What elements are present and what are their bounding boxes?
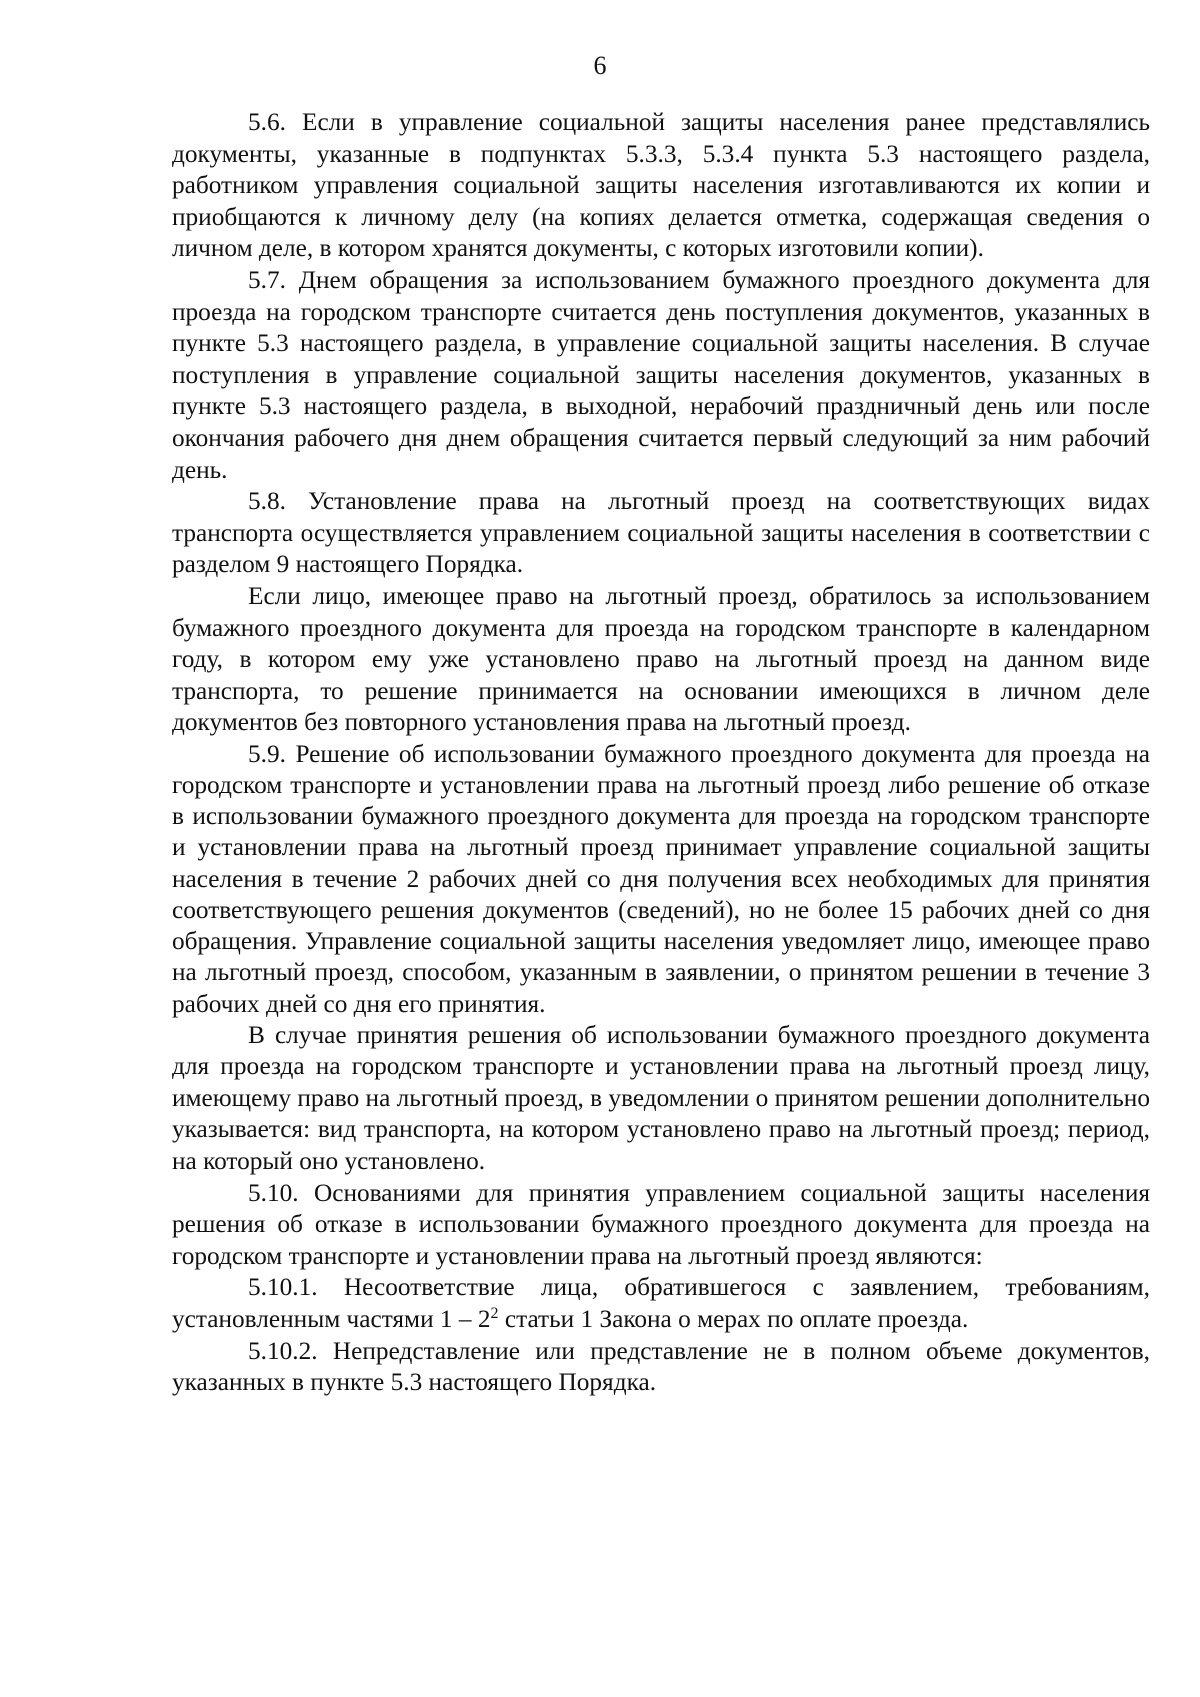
paragraph-5-10-1 [172,1272,1150,1335]
paragraph-5-10-1-end: статьи 1 Закона о мерах по оплате проезда. [498,1305,969,1334]
paragraph-5-10-1-start: 5.10.1. Несоответствие лица, обратившегося с заявлением, требованиям, установленным частями 1 – 2 [172,1273,1150,1334]
document-body [172,107,1150,1399]
paragraph-5-10-2: 5.10.2. Непредставление или представление не в полном объеме документов, указанных в пункте 5.3 настоящего Порядка. [172,1336,1150,1397]
paragraph-5-7: 5.7. Днем обращения за использованием бумажного проездного документа для проезда на городском транспорте считается день поступления документов, указанных в пункте 5.3 настоящего раздела, в управление социальной защиты населения. В случае поступления в управление социальной защиты населения документов, указанных в пункте 5.3 настоящего раздела, в выходной, нерабочий праздничный день или после окончания рабочего дня днем обращения считается первый следующий за ним рабочий день. [172,265,1150,484]
paragraph-5-8-continued: Если лицо, имеющее право на льготный проезд, обратилось за использованием бумажного проездного документа для проезда на городском транспорте в календарном году, в котором ему уже установлено право на льготный проезд на данном виде транспорта, то решение принимается на основании имеющихся в личном деле документов без повторного установления права на льготный проезд. [172,581,1150,737]
paragraph-5-8: 5.8. Установление права на льготный проезд на соответствующих видах транспорта осуществляется управлением социальной защиты населения в соответствии с разделом 9 настоящего Порядка. [172,487,1150,579]
superscript-marker: 2 [490,1305,499,1323]
paragraph-5-6: 5.6. Если в управление социальной защиты населения ранее представлялись документы, указанные в подпунктах 5.3.3, 5.3.4 пункта 5.3 настоящего раздела, работником управления социальной защиты населения изготавливаются их копии и приобщаются к личному делу (на копиях делается отметка, содержащая сведения о личном деле, в котором хранятся документы, с которых изготовили копии). [172,108,1150,263]
paragraph-5-10: 5.10. Основаниями для принятия управлением социальной защиты населения решения об отказе в использовании бумажного проездного документа для проезда на городском транспорте и установлении права на льготный проезд являются: [172,1178,1150,1270]
paragraph-5-9-continued: В случае принятия решения об использовании бумажного проездного документа для проезда на городском транспорте и установлении права на льготный проезд лицу, имеющему право на льготный проезд, в уведомлении о принятом решении дополнительно указывается: вид транспорта, на котором установлено право на льготный проезд; период, на который оно установлено. [172,1020,1150,1176]
paragraph-5-9: 5.9. Решение об использовании бумажного проездного документа для проезда на городском транспорте и установлении права на льготный проезд либо решение об отказе в использовании бумажного проездного документа для проезда на городском транспорте и установлении права на льготный проезд принимает управление социальной защиты населения в течение 2 рабочих дней со дня получения всех необходимых для принятия соответствующего решения документов (сведений), но не более 15 рабочих дней со дня обращения. Управление социальной защиты населения уведомляет лицо, имеющее право на льготный проезд, способом, указанным в заявлении, о принятом решении в течение 3 рабочих дней со дня его принятия. [172,739,1150,1018]
page-number: 6 [593,51,607,80]
